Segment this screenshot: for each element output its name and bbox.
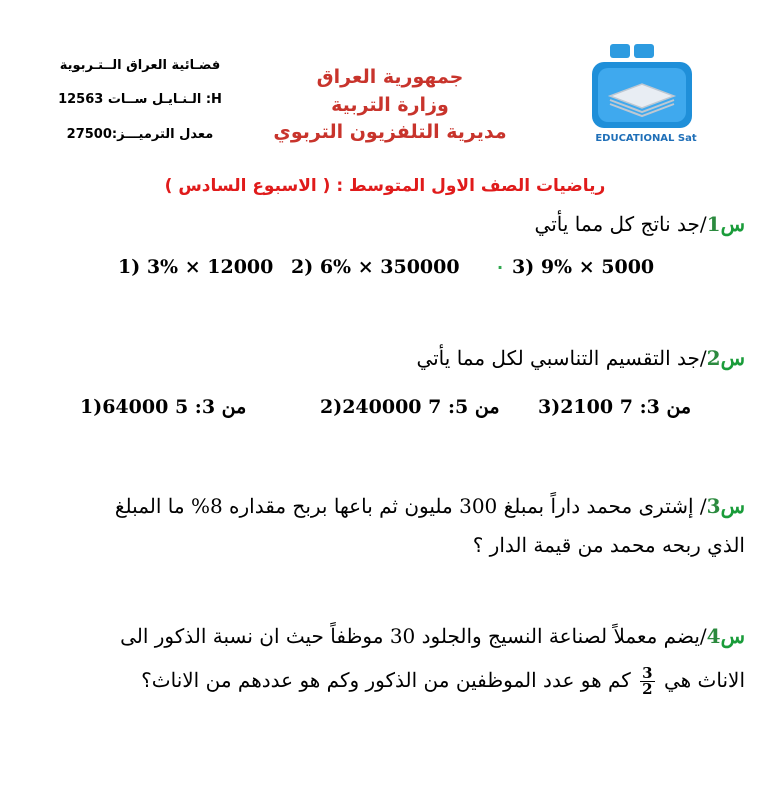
question-label: س	[720, 212, 745, 236]
question-4-line-2	[25, 662, 745, 698]
question-1	[25, 206, 745, 242]
question-number: 1	[706, 212, 721, 236]
directorate-name: مديرية التلفزيون التربوي	[273, 121, 507, 143]
page-title: رياضيات الصف الاول المتوسط : ( الاسبوع السادس )	[164, 176, 606, 196]
question-label: س	[720, 494, 745, 518]
question-label: س	[720, 346, 745, 370]
q1-item-2: 2) 6% × 350000	[291, 256, 460, 278]
fraction-denominator: 2	[642, 680, 653, 698]
line-start: الاناث هي	[663, 668, 745, 692]
channel-name: فضـائية العراق الــتـربوية	[59, 58, 221, 73]
q1-item-3: 3) 9% × 5000	[512, 256, 655, 278]
q2-item-3: 3)2100 من 3: 7	[538, 396, 692, 418]
ratio-fraction	[640, 666, 654, 697]
q1-item-1: 1) 3% × 12000	[118, 256, 274, 278]
logo-text: EDUCATIONAL Sat	[595, 133, 697, 144]
q2-item-1: 1)64000 من 3: 5	[80, 396, 247, 418]
educational-sat-logo	[580, 44, 710, 150]
q2-item-2: 2)240000 من 5: 7	[320, 396, 500, 418]
question-text-line-1: / إشترى محمد داراً بمبلغ 300 مليون ثم باعها بربح مقداره 8% ما المبلغ	[114, 494, 707, 518]
fraction-numerator: 3	[642, 664, 653, 682]
question-3-line-2: الذي ربحه محمد من قيمة الدار ؟	[472, 533, 745, 557]
republic-name: جمهورية العراق	[316, 66, 464, 88]
question-text: /جد ناتج كل مما يأتي	[534, 212, 707, 236]
satellite-frequency: الـنـايـل ســات 12563 :H	[58, 92, 222, 107]
ministry-name: وزارة التربية	[331, 94, 449, 116]
question-text: /جد التقسيم التناسبي لكل مما يأتي	[416, 346, 707, 370]
symbol-rate: معدل الترميـــز:27500	[66, 127, 214, 142]
question-text-line-1: /يضم معملاً لصناعة النسيج والجلود 30 موظفاً حيث ان نسبة الذكور الى	[120, 624, 707, 648]
bullet-dot: ·	[497, 258, 504, 277]
question-3	[25, 488, 745, 524]
line-end: كم هو عدد الموظفين من الذكور وكم هو عددهم من الاناث؟	[141, 668, 631, 692]
question-number: 3	[706, 494, 721, 518]
question-number: 4	[706, 624, 721, 648]
question-2	[25, 340, 745, 376]
question-number: 2	[706, 346, 721, 370]
question-label: س	[720, 624, 745, 648]
question-4	[25, 618, 745, 654]
